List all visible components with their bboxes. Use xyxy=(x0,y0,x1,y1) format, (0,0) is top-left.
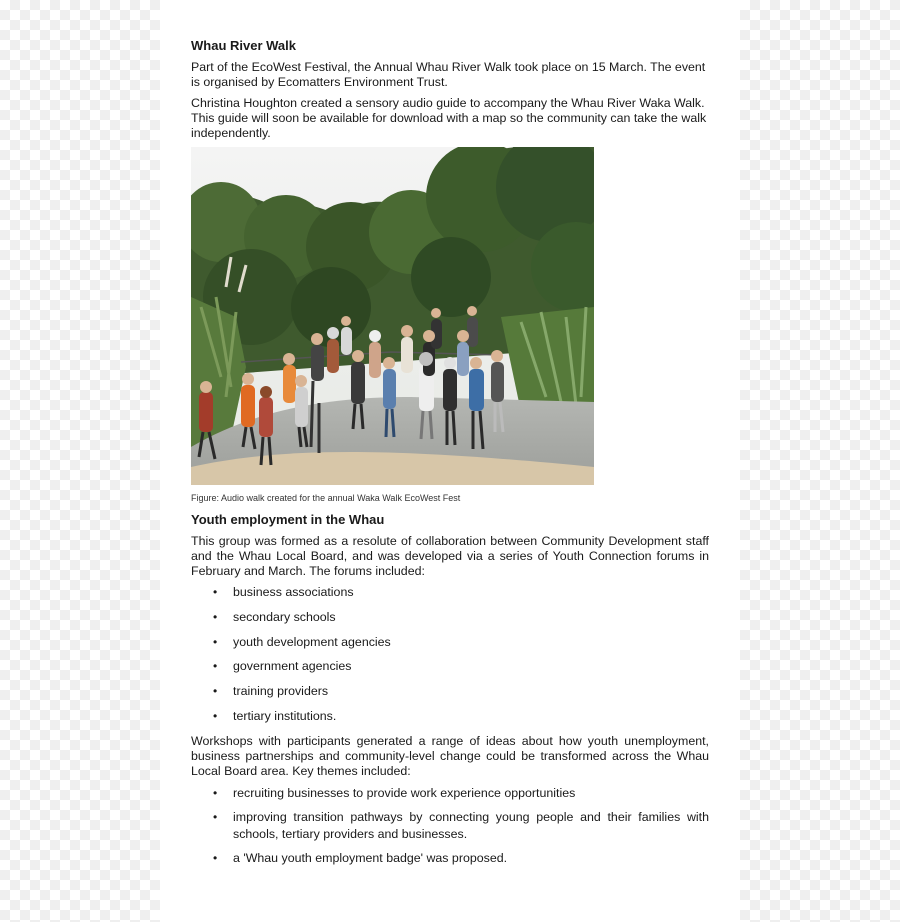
paragraph-workshops: Workshops with participants generated a range of ideas about how youth unemployment, business partnerships and community-level change could be transformed across the Whau Local Board area. Key themes included: xyxy=(191,733,709,778)
paragraph-audio-guide: Christina Houghton created a sensory audio guide to accompany the Whau River Waka Walk. This guide will soon be available for download with a map so the community can take the walk independently. xyxy=(191,96,707,140)
bullet-icon: • xyxy=(213,850,218,865)
list-item: • government agencies xyxy=(213,659,352,674)
list-item: • recruiting businesses to provide work experience opportunities xyxy=(213,785,576,800)
list-item: • secondary schools xyxy=(213,609,336,624)
document-page xyxy=(160,0,740,922)
section-heading-whau-river-walk: Whau River Walk xyxy=(191,38,296,53)
walk-group-photo xyxy=(191,147,594,485)
list-item: • a 'Whau youth employment badge' was proposed. xyxy=(213,850,508,865)
bullet-icon: • xyxy=(213,634,218,649)
list-item: • improving transition pathways by connecting young people and their families with schools, tertiary providers and businesses. xyxy=(213,809,709,841)
key-themes-list xyxy=(191,785,709,867)
paragraph-ecowest-festival: Part of the EcoWest Festival, the Annual Whau River Walk took place on 15 March. The event is organised by Ecomatters Environment Trust. xyxy=(191,60,706,89)
bullet-icon: • xyxy=(213,708,218,723)
bullet-icon: • xyxy=(213,659,218,674)
list-item: • tertiary institutions. xyxy=(213,708,337,723)
paragraph-group-formed: This group was formed as a resolute of collaboration between Community Development staff and the Whau Local Board, and was developed via a series of Youth Connection forums in February and March. The forums included: xyxy=(191,534,709,578)
bullet-icon: • xyxy=(213,609,218,624)
section-heading-youth-employment: Youth employment in the Whau xyxy=(191,512,385,527)
page-content xyxy=(191,38,709,874)
bullet-icon: • xyxy=(213,585,218,599)
list-item: • training providers xyxy=(213,684,329,699)
bullet-icon: • xyxy=(213,809,218,824)
figure-caption: Figure: Audio walk created for the annual Waka Walk EcoWest Fest xyxy=(191,493,461,503)
bullet-icon: • xyxy=(213,684,218,699)
list-item: • youth development agencies xyxy=(213,634,391,649)
forums-list xyxy=(191,585,709,724)
list-item: • business associations xyxy=(213,585,354,599)
bullet-icon: • xyxy=(213,785,218,800)
